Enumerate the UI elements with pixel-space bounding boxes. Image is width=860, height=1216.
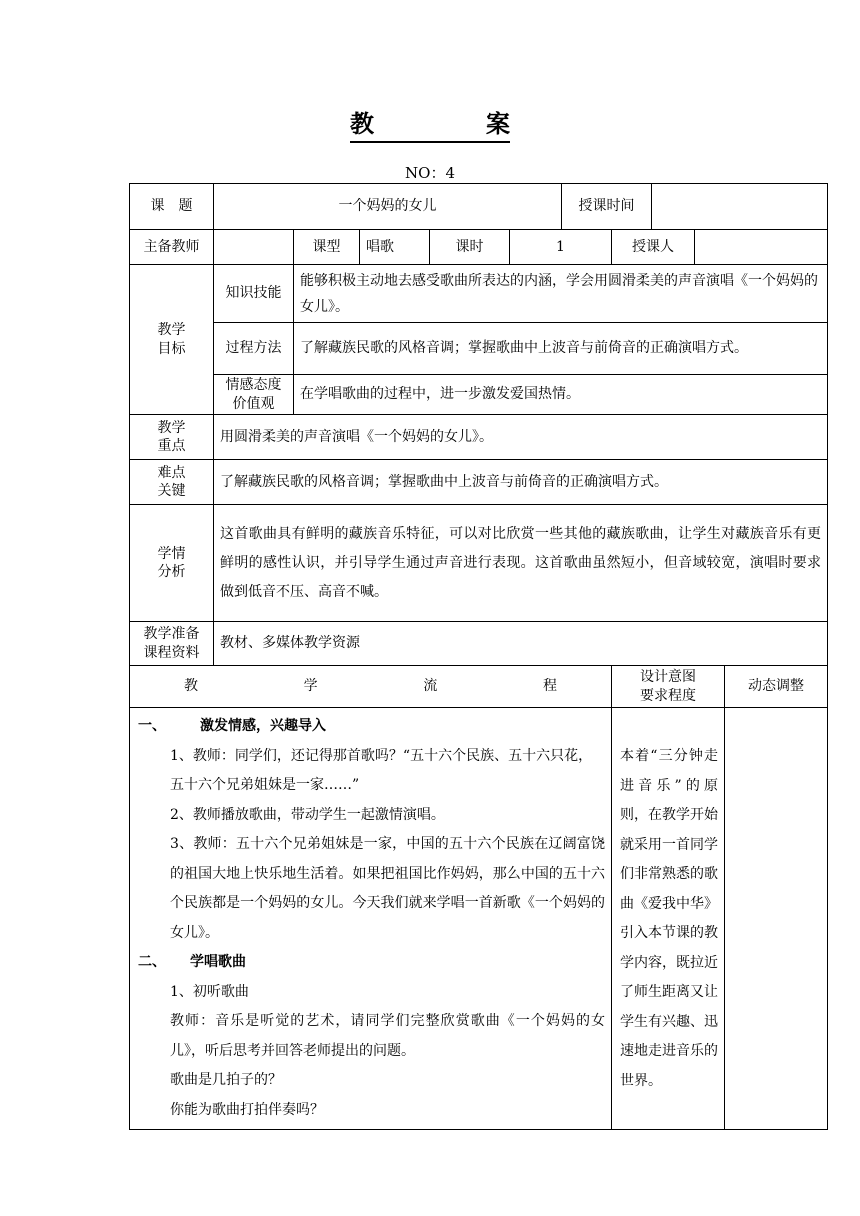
hours-value: 1 [510,230,612,265]
materials-text: 教材、多媒体教学资源 [214,622,828,666]
section-2-item-2: 教师：音乐是听觉的艺术，请同学们完整欣赏歌曲《一个妈妈的女儿》，听后思考并回答老师提出的问题。 [170,1013,606,1059]
lecturer-label: 授课人 [612,230,695,265]
process-text: 了解藏族民歌的风格音调；掌握歌曲中上波音与前倚音的正确演唱方式。 [294,323,828,375]
analysis-text: 这首歌曲具有鲜明的藏族音乐特征，可以对比欣赏一些其他的藏族歌曲，让学生对藏族音乐有更鲜明的感性认识，并引导学生通过声音进行表现。这首歌曲虽然短小，但音域较宽，演唱时要求做到低音不压、高音不喊。 [214,505,828,622]
materials-label: 教学准备 课程资料 [130,622,214,666]
analysis-label: 学情 分析 [130,505,214,622]
knowledge-label: 知识技能 [214,265,294,323]
type-value: 唱歌 [360,230,430,265]
emotion-label: 情感态度 价值观 [214,375,294,415]
topic-value: 一个妈妈的女儿 [214,184,562,230]
difficulties-label: 难点 关键 [130,460,214,505]
topic-label: 课 题 [130,184,214,230]
difficulties-text: 了解藏族民歌的风格音调；掌握歌曲中上波音与前倚音的正确演唱方式。 [214,460,828,505]
adjust-cell [725,708,828,1130]
section-1-item-3: 3、教师：五十六个兄弟姐妹是一家，中国的五十六个民族在辽阔富饶的祖国大地上快乐地生活着。如果把祖国比作妈妈，那么中国的五十六个民族都是一个妈妈的女儿。今天我们就来学唱一首新歌《一个妈妈的女儿》。 [170,836,606,941]
section-1-item-2: 2、教师播放歌曲，带动学生一起激情演唱。 [170,806,445,823]
section-1-item-1: 1、教师：同学们，还记得那首歌吗？“五十六个民族、五十六只花，五十六个兄弟姐妹是一家……” [170,747,593,793]
section-2-question-1: 歌曲是几拍子的？ [170,1072,282,1088]
adjust-header: 动态调整 [725,666,828,708]
key-points-label: 教学 重点 [130,415,214,460]
time-label: 授课时间 [562,184,652,230]
process-label: 过程方法 [214,323,294,375]
goals-label: 教学 目标 [130,265,214,415]
flow-header: 教 学 流 程 [130,666,612,708]
emotion-text: 在学唱歌曲的过程中，进一步激发爱国热情。 [294,375,828,415]
design-intent-text: 本着“三分钟走进音乐”的原则，在教学开始就采用一首同学们非常熟悉的歌曲《爱我中华》引入本节课的教学内容，既拉近了师生距离又让学生有兴趣、迅速地走进音乐的世界。 [612,708,725,1130]
lesson-number: NO：4 [405,164,455,182]
document-title: 教 案 [0,104,860,143]
section-2-heading: 二、 学唱歌曲 [138,954,246,970]
knowledge-text: 能够积极主动地去感受歌曲所表达的内涵，学会用圆滑柔美的声音演唱《一个妈妈的女儿》。 [294,265,828,323]
hours-label: 课时 [430,230,510,265]
section-1-heading: 一、 激发情感，兴趣导入 [138,718,326,734]
teacher-value [214,230,294,265]
lecturer-value [695,230,828,265]
time-value [652,184,828,230]
lesson-plan-table [129,183,827,1130]
flow-content [130,708,612,1130]
key-points-text: 用圆滑柔美的声音演唱《一个妈妈的女儿》。 [214,415,828,460]
design-header: 设计意图 要求程度 [612,666,725,708]
section-2-question-2: 你能为歌曲打拍伴奏吗？ [170,1101,324,1118]
section-2-item-1: 1、初听歌曲 [170,983,249,1000]
teacher-label: 主备教师 [130,230,214,265]
type-label: 课型 [294,230,360,265]
